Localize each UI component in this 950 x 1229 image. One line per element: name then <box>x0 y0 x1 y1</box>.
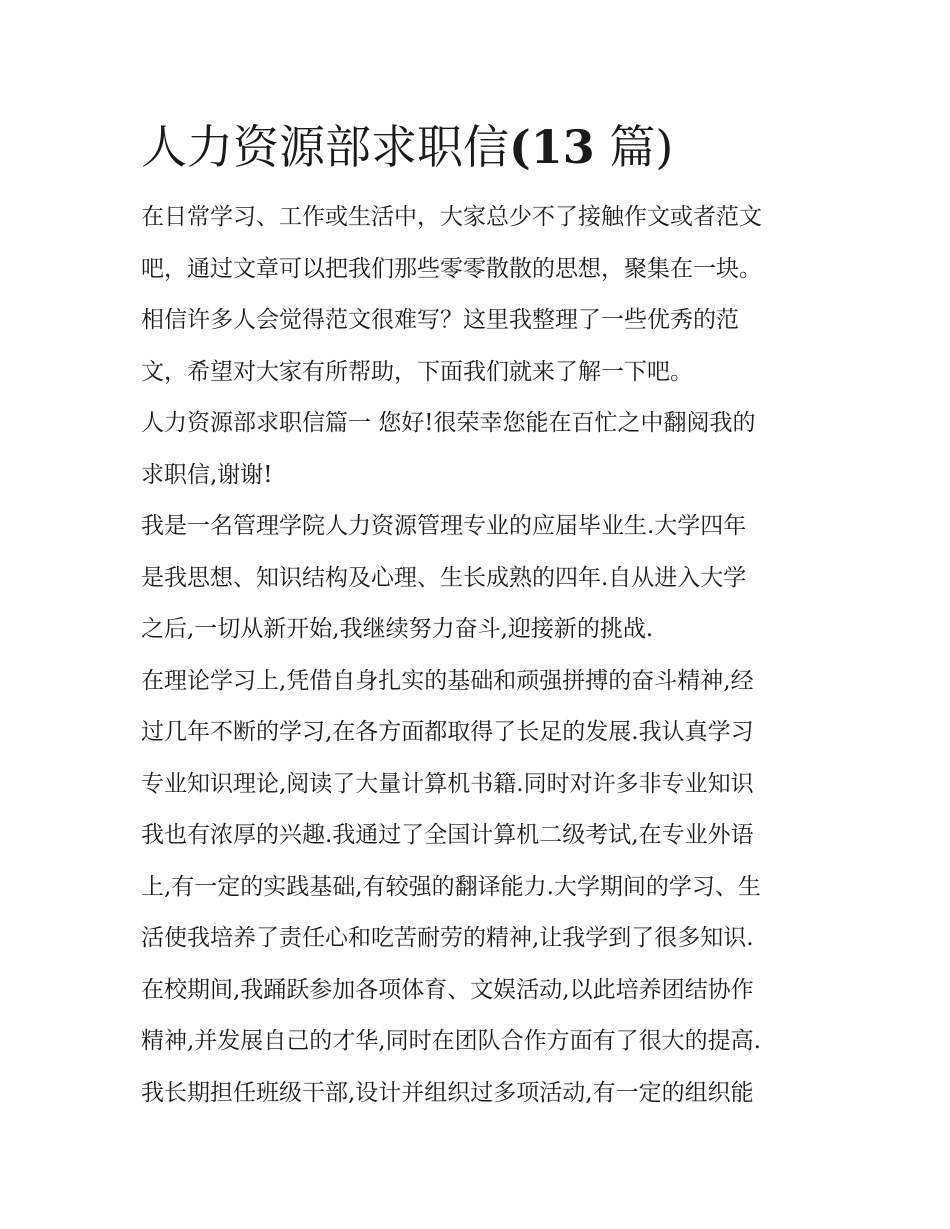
body-line: 在日常学习、工作或生活中，大家总少不了接触作文或者范文 <box>141 204 762 230</box>
body-line: 过几年不断的学习,在各方面都取得了长足的发展.我认真学习 <box>141 719 754 745</box>
body-line: 在理论学习上,凭借自身扎实的基础和顽强拼搏的奋斗精神,经 <box>141 667 754 694</box>
document-title <box>141 112 813 182</box>
body-line: 活使我培养了责任心和吃苦耐劳的精神,让我学到了很多知识. <box>141 925 754 951</box>
body-line: 相信许多人会觉得范文很难写？这里我整理了一些优秀的范 <box>141 307 739 333</box>
body-line: 在校期间,我踊跃参加各项体育、文娱活动,以此培养团结协作 <box>141 976 754 1003</box>
body-line: 我也有浓厚的兴趣.我通过了全国计算机二级考试,在专业外语 <box>141 822 754 848</box>
body-line: 上,有一定的实践基础,有较强的翻译能力.大学期间的学习、生 <box>141 873 761 900</box>
body-line: 专业知识理论,阅读了大量计算机书籍.同时对许多非专业知识 <box>141 770 754 797</box>
title-count: (13 <box>509 120 595 174</box>
body-line: 文，希望对大家有所帮助，下面我们就来了解一下吧。 <box>141 358 693 385</box>
body-line: 我长期担任班级干部,设计并组织过多项活动,有一定的组织能 <box>141 1079 754 1106</box>
body-line: 我是一名管理学院人力资源管理专业的应届毕业生.大学四年 <box>141 513 747 539</box>
body-line: 求职信,谢谢! <box>141 461 273 488</box>
document-body <box>141 192 813 1119</box>
body-line: 是我思想、知识结构及心理、生长成熟的四年.自从进入大学 <box>141 564 747 591</box>
title-text: 人力资源部求职信 <box>141 120 509 174</box>
body-line: 吧，通过文章可以把我们那些零零散散的思想，聚集在一块。 <box>141 255 762 282</box>
body-line: 人力资源部求职信篇一 您好!很荣幸您能在百忙之中翻阅我的 <box>141 410 756 436</box>
title-suffix: 篇) <box>594 120 674 174</box>
body-line: 之后,一切从新开始,我继续努力奋斗,迎接新的挑战. <box>141 616 654 642</box>
body-line: 精神,并发展自己的才华,同时在团队合作方面有了很大的提高. <box>141 1028 761 1054</box>
document-page <box>141 112 813 1119</box>
